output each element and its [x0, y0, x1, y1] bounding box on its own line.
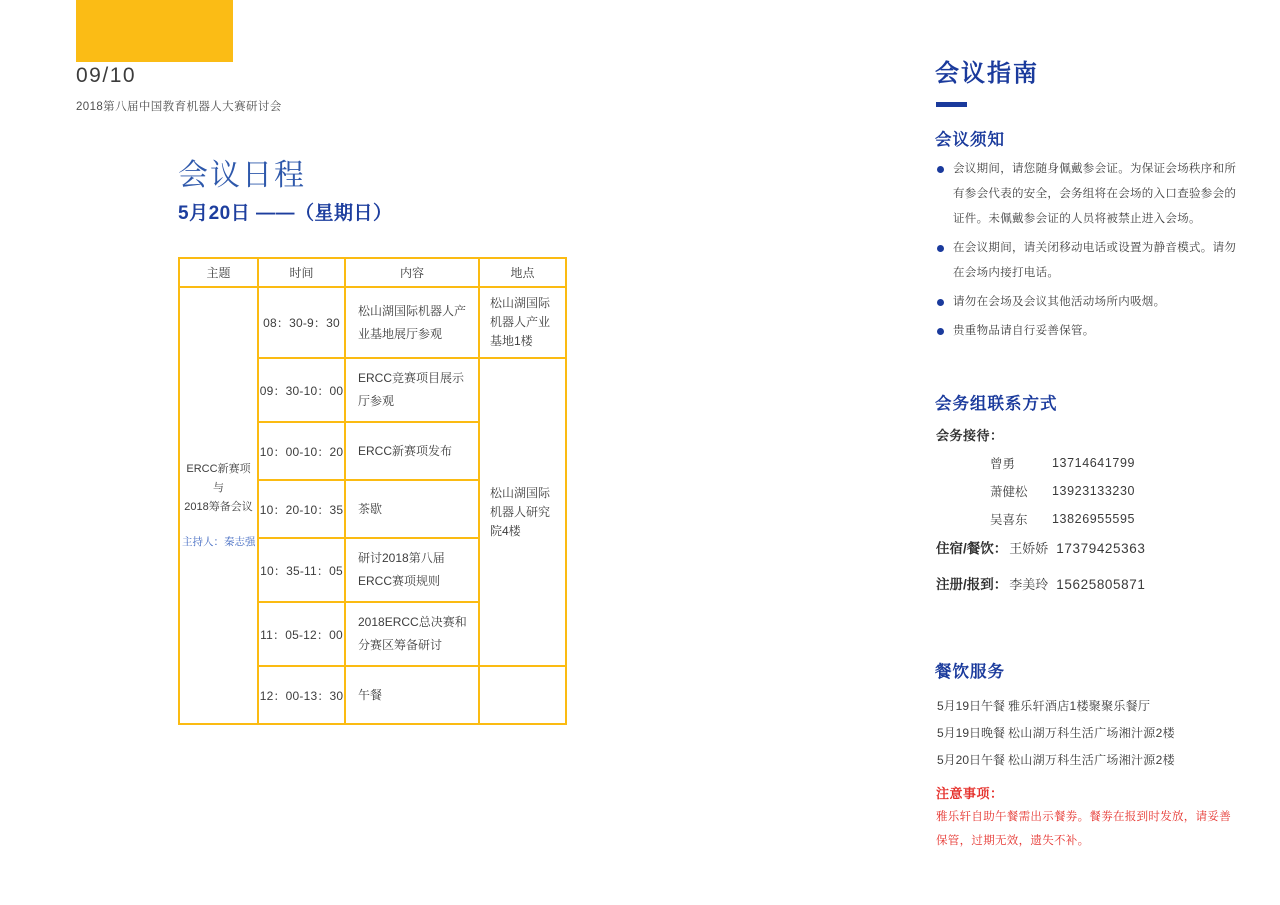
notes-text: 雅乐轩自助午餐需出示餐劵。餐劵在报到时发放，请妥善保管，过期无效，遗失不补。: [936, 811, 1231, 847]
list-item: [937, 692, 1175, 719]
contact-phone: 17379425363: [1056, 541, 1146, 556]
list-item: [990, 477, 1135, 505]
contact-label: 住宿/餐饮：: [936, 541, 1008, 556]
notes-heading: 注意事项：: [936, 786, 1004, 801]
list-item: [937, 746, 1175, 773]
notice-heading: 会议须知: [935, 131, 1005, 149]
document-subtitle: 2018第八届中国教育机器人大赛研讨会: [76, 101, 282, 113]
bullet-icon: [937, 299, 944, 306]
header-time: 时间: [258, 258, 345, 287]
dining-heading: 餐饮服务: [935, 663, 1005, 681]
contact-phone: 13714641799: [1052, 456, 1136, 470]
content-cell: ERCC竞赛项目展示厅参观: [345, 358, 479, 422]
accent-yellow-block: [76, 0, 233, 62]
meal-venue: 雅乐轩酒店1楼聚聚乐餐厅: [1008, 699, 1151, 713]
bullet-icon: [937, 245, 944, 252]
time-cell: 10：20-10：35: [258, 480, 345, 538]
table-header-row: [179, 258, 566, 287]
topic-host: 主持人：秦志强: [182, 535, 256, 548]
notice-item-text: 会议期间，请您随身佩戴参会证。为保证会场秩序和所有参会代表的安全，会务组将在会场的入口查验参会的证件。未佩戴参会证的人员将被禁止进入会场。: [953, 163, 1237, 225]
contact-phone: 15625805871: [1056, 577, 1146, 592]
time-cell: 10：00-10：20: [258, 422, 345, 480]
meal-label: 5月19日晚餐: [937, 726, 1006, 740]
meal-venue: 松山湖万科生活广场湘汁源2楼: [1008, 753, 1175, 767]
registration-contact: [936, 573, 1145, 593]
schedule-title: 会议日程: [178, 159, 306, 192]
contact-name: 吴喜东: [990, 513, 1028, 527]
notice-item-text: 请勿在会场及会议其他活动场所内吸烟。: [953, 296, 1166, 308]
location-cell-first: 松山湖国际机器人产业基地1楼: [479, 287, 566, 358]
header-topic: 主题: [179, 258, 258, 287]
time-cell: 10：35-11：05: [258, 538, 345, 602]
content-cell: 2018ERCC总决赛和分赛区筹备研讨: [345, 602, 479, 666]
topic-cell: [179, 287, 258, 724]
meal-label: 5月19日午餐: [937, 699, 1006, 713]
schedule-date: 5月20日 ——（星期日）: [178, 203, 393, 224]
time-cell: 08：30-9：30: [258, 287, 345, 358]
meal-label: 5月20日午餐: [937, 753, 1006, 767]
header-location: 地点: [479, 258, 566, 287]
lodging-dining-contact: [936, 537, 1145, 557]
time-cell: 12：00-13：30: [258, 666, 345, 724]
list-item: [937, 719, 1175, 746]
notice-list: [937, 157, 1237, 348]
content-cell: 午餐: [345, 666, 479, 724]
table-row: [179, 287, 566, 358]
content-cell: 松山湖国际机器人产业基地展厅参观: [345, 287, 479, 358]
location-cell-middle: 松山湖国际机器人研究院4楼: [479, 358, 566, 666]
contact-phone: 13826955595: [1052, 512, 1136, 526]
list-item: [990, 505, 1135, 533]
topic-line2: 2018筹备会议: [184, 500, 253, 513]
header-content: 内容: [345, 258, 479, 287]
contacts-heading: 会务组联系方式: [935, 395, 1058, 413]
time-cell: 11：05-12：00: [258, 602, 345, 666]
schedule-table: [178, 257, 567, 725]
list-item: [937, 319, 1237, 344]
contact-name: 萧健松: [990, 485, 1028, 499]
list-item: [937, 236, 1237, 286]
guide-title-underline: [936, 102, 967, 107]
content-cell: ERCC新赛项发布: [345, 422, 479, 480]
content-cell: 茶歇: [345, 480, 479, 538]
contact-name: 李美玲: [1009, 577, 1049, 592]
reception-rows: [990, 449, 1135, 533]
list-item: [990, 449, 1135, 477]
time-cell: 09：30-10：00: [258, 358, 345, 422]
notice-item-text: 贵重物品请自行妥善保管。: [953, 325, 1095, 337]
content-cell: 研讨2018第八届ERCC赛项规则: [345, 538, 479, 602]
bullet-icon: [937, 166, 944, 173]
contact-phone: 13923133230: [1052, 484, 1136, 498]
bullet-icon: [937, 328, 944, 335]
contact-name: 王娇娇: [1009, 541, 1049, 556]
contact-name: 曾勇: [990, 457, 1016, 471]
reception-label: 会务接待：: [936, 428, 1004, 443]
page-number: 09/10: [76, 64, 137, 87]
contact-label: 注册/报到：: [936, 577, 1008, 592]
topic-line1: ERCC新赛项与: [186, 462, 251, 494]
meal-venue: 松山湖万科生活广场湘汁源2楼: [1008, 726, 1175, 740]
list-item: [937, 290, 1237, 315]
guide-title: 会议指南: [935, 60, 1039, 87]
location-cell-last: [479, 666, 566, 724]
meal-rows: [937, 692, 1175, 773]
list-item: [937, 157, 1237, 232]
notice-item-text: 在会议期间，请关闭移动电话或设置为静音模式。请勿在会场内接打电话。: [953, 242, 1237, 279]
